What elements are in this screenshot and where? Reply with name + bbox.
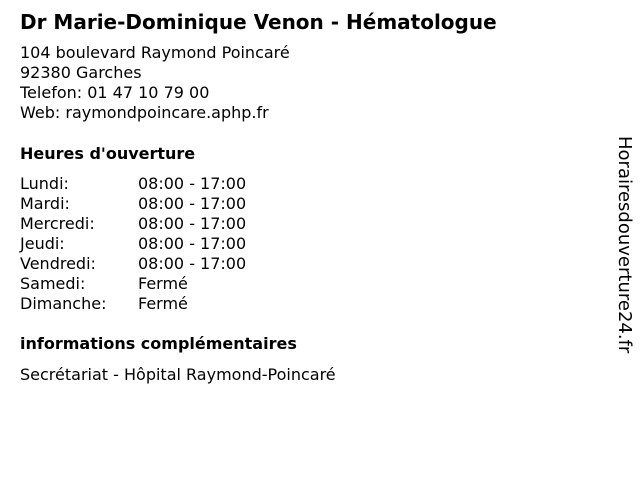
opening-hours-heading: Heures d'ouverture <box>20 144 196 163</box>
day-label: Jeudi: <box>20 234 65 253</box>
day-label: Samedi: <box>20 274 86 293</box>
day-hours: Fermé <box>138 294 188 313</box>
day-label: Mercredi: <box>20 214 95 233</box>
day-label: Vendredi: <box>20 254 96 273</box>
city: 92380 Garches <box>20 63 142 82</box>
hours-row-wednesday <box>20 214 246 234</box>
day-hours: 08:00 - 17:00 <box>138 214 247 233</box>
page-title: Dr Marie-Dominique Venon - Hématologue <box>20 10 497 34</box>
day-hours: 08:00 - 17:00 <box>138 174 247 193</box>
website: Web: raymondpoincare.aphp.fr <box>20 103 269 122</box>
day-label: Dimanche: <box>20 294 107 313</box>
day-hours: 08:00 - 17:00 <box>138 254 247 273</box>
day-hours: 08:00 - 17:00 <box>138 234 247 253</box>
additional-info-heading: informations complémentaires <box>20 334 297 353</box>
additional-info-text: Secrétariat - Hôpital Raymond-Poincaré <box>20 365 336 384</box>
hours-row-saturday <box>20 274 246 294</box>
opening-hours-table <box>20 174 246 314</box>
street-address: 104 boulevard Raymond Poincaré <box>20 43 290 62</box>
day-hours: 08:00 - 17:00 <box>138 194 247 213</box>
day-label: Lundi: <box>20 174 69 193</box>
address-block <box>20 43 290 123</box>
hours-row-thursday <box>20 234 246 254</box>
day-label: Mardi: <box>20 194 70 213</box>
hours-row-monday <box>20 174 246 194</box>
hours-row-tuesday <box>20 194 246 214</box>
hours-row-friday <box>20 254 246 274</box>
hours-row-sunday <box>20 294 246 314</box>
phone-number: Telefon: 01 47 10 79 00 <box>20 83 210 102</box>
day-hours: Fermé <box>138 274 188 293</box>
site-watermark <box>612 136 636 370</box>
watermark-text: Horairesdouverture24.fr <box>614 136 635 354</box>
